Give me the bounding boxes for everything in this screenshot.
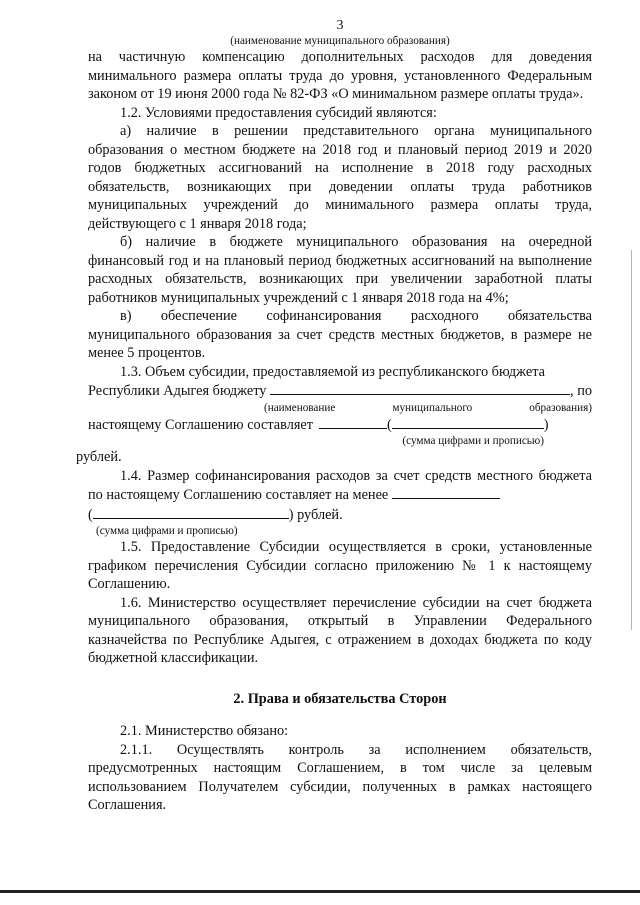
amount-caption: (сумма цифрами и прописью) <box>402 435 544 447</box>
clause-1-2-b: б) наличие в бюджете муниципального образования на очередной финансовый год и на плановый период бюджетных ассигнований на выполнение расходных обязательств, возникающих при увеличении заработной платы работников муниципальных учреждений с 1 января 2018 года на 4%; <box>88 234 592 306</box>
intro-paragraph: на частичную компенсацию дополнительных расходов для доведения минимального размера оплаты труда до уровня, установленного Федеральным законом от 19 июня 2000 года № 82-ФЗ «О минимальном размере оплаты труда». <box>88 49 592 102</box>
municipality-name-blank[interactable] <box>270 381 570 395</box>
clause-1-3-suffix: , по <box>570 383 592 399</box>
clause-1-2-c: в) обеспечение софинансирования расходного обязательства муниципального образования за счет средств местных бюджетов, в размере не менее 5 процентов. <box>88 308 592 361</box>
paren-close: ) <box>543 416 549 433</box>
municipality-caption <box>88 401 592 415</box>
paren-open: ( <box>387 416 392 433</box>
scan-edge-line <box>631 250 632 630</box>
page-number: 3 <box>336 18 344 33</box>
clause-1-6: 1.6. Министерство осуществляет перечисление субсидии на счет бюджета муниципального образования, открытый в Управлении Федерального казначейства по Республике Адыгея, с отражением в доходах бюджета по коду бюджетной классификации. <box>88 594 592 666</box>
caption-name-2: муниципального <box>392 401 473 414</box>
document-body <box>76 18 592 815</box>
cofinancing-caption: (сумма цифрами и прописью) <box>96 525 238 537</box>
clause-1-3-amount-label: настоящему Соглашению составляет <box>88 416 314 433</box>
clause-1-4-line-2 <box>88 505 592 525</box>
clause-1-3-prefix: Республики Адыгея бюджету <box>88 383 267 399</box>
clause-1-2: 1.2. Условиями предоставления субсидий являются: <box>120 104 437 121</box>
top-caption: (наименование муниципального образования) <box>230 35 450 47</box>
clause-1-3-line-2 <box>88 381 592 401</box>
rubles-text: рублей. <box>76 449 122 465</box>
section-2-heading: 2. Права и обязательства Сторон <box>233 690 447 707</box>
clause-1-4 <box>88 467 592 505</box>
caption-name-1: (наименование <box>264 401 336 414</box>
clause-1-5: 1.5. Предоставление Субсидии осуществляется в сроки, установленные графиком перечисления Субсидии согласно приложению № 1 к настоящему Соглашению. <box>88 539 592 592</box>
clause-1-4-text: 1.4. Размер софинансирования расходов за счет средств местного бюджета по настоящему Соглашению составляет на менее <box>88 467 592 503</box>
clause-2-1: 2.1. Министерство обязано: <box>120 723 289 739</box>
clause-1-4-end: ) рублей. <box>288 506 343 523</box>
clause-2-1-1: 2.1.1. Осуществлять контроль за исполнением обязательств, предусмотренных настоящим Соглашением, в том числе за целевым использованием Получателем субсидии, полученных в рамках настоящего Соглашения. <box>88 741 592 813</box>
amount-figures-blank[interactable] <box>319 415 387 429</box>
amount-words-blank[interactable] <box>392 415 544 429</box>
cofinancing-figures-blank[interactable] <box>392 485 500 499</box>
caption-name-3: образования) <box>529 401 592 414</box>
cofinancing-words-blank[interactable] <box>93 505 289 519</box>
paren-open-2: ( <box>88 506 93 523</box>
clause-1-3-line-1: 1.3. Объем субсидии, предоставляемой из республиканского бюджета <box>120 363 545 380</box>
clause-1-3-line-3 <box>88 415 592 435</box>
clause-1-2-a: а) наличие в решении представительного органа муниципального образования о местном бюджете на 2018 год и плановый период 2019 и 2020 годов бюджетных ассигнований на исполнение в 2018 году расходных обязательств, возникающих при доведении оплаты труда работников муниципальных учреждений до минимального размера оплаты труда, действующего с 1 января 2018 года; <box>88 123 592 232</box>
scan-bottom-edge <box>0 890 640 893</box>
